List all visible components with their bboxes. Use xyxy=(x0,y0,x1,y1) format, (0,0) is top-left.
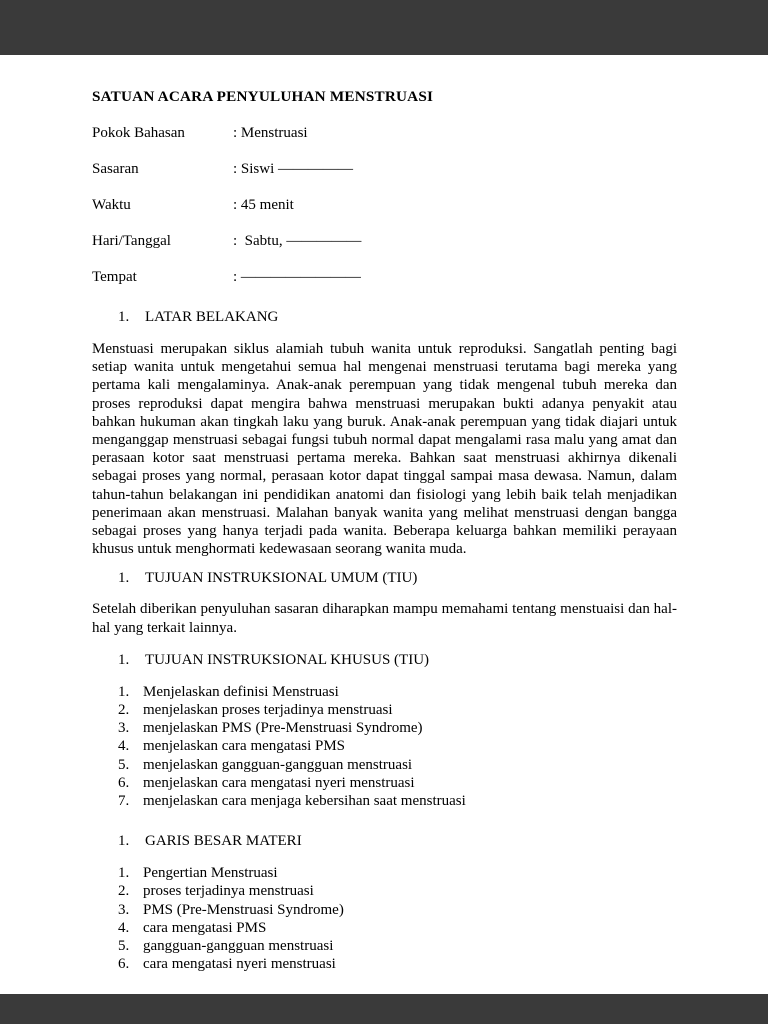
meta-row-waktu xyxy=(92,178,677,214)
document-page xyxy=(92,88,677,973)
meta-label: Tempat xyxy=(92,268,137,285)
bottom-letterbox-bar xyxy=(0,994,768,1024)
list-item-number: 5. xyxy=(118,938,130,955)
meta-block xyxy=(92,106,677,286)
list-item-text: Pengertian Menstruasi xyxy=(143,865,278,882)
meta-value: : Siswi ————— xyxy=(233,160,354,177)
heading-text: TUJUAN INSTRUKSIONAL KHUSUS (TIU) xyxy=(145,651,430,668)
list-item-text: PMS (Pre-Menstruasi Syndrome) xyxy=(143,901,344,918)
list-item-number: 1. xyxy=(118,683,130,700)
list-item xyxy=(92,937,677,955)
heading-number: 1. xyxy=(118,651,130,668)
section-heading-tiu xyxy=(92,569,677,588)
paragraph-latar-belakang: Menstuasi merupakan siklus alamiah tubuh wanita untuk reproduksi. Sangatlah penting bagi setiap wanita untuk mengetahui semua hal mengenai menstruasi terutama bagi mereka yang pertama kali mengalaminya. Anak-anak perempuan yang tidak mengenal tubuh mereka dan proses reproduksi dapat mengira bahwa menstruasi merupakan bukti adanya penyakit atau bahkan hukuman akan tingkah laku yang buruk. Anak-anak perempuan yang tidak diajari untuk menganggap menstruasi sebagai fungsi tubuh normal dapat mengalami rasa malu yang amat dan perasaan kotor saat menstruasi pertama mereka. Bahkan saat menstruasi akhirnya dikenali sebagai proses yang normal, perasaan kotor dapat tinggal sampai masa dewasa. Namun, dalam tahun-tahun belakangan ini pendidikan anatomi dan fisiologi yang lebih baik telah menjadikan penerimaan akan menstruasi. Malahan banyak wanita yang melihat menstruasi dengan bangga sebagai proses yang hanya terjadi pada wanita. Beberapa keluarga bahkan memiliki perayaan khusus untuk menghormati kedewasaan seorang wanita muda. xyxy=(92,341,677,558)
document-title: SATUAN ACARA PENYULUHAN MENSTRUASI xyxy=(92,88,434,105)
heading-number: 1. xyxy=(118,833,130,850)
list-item xyxy=(92,756,677,774)
list-item xyxy=(92,882,677,900)
meta-label: Sasaran xyxy=(92,160,139,177)
list-item xyxy=(92,737,677,755)
list-item xyxy=(92,955,677,973)
heading-number: 1. xyxy=(118,309,130,325)
list-item-number: 6. xyxy=(118,956,130,973)
list-item-number: 1. xyxy=(118,865,130,882)
list-tik xyxy=(92,683,677,810)
meta-value: : ———————— xyxy=(233,268,361,285)
meta-value: : Sabtu, ————— xyxy=(233,232,362,249)
list-item-text: Menjelaskan definisi Menstruasi xyxy=(143,683,339,700)
list-item xyxy=(92,774,677,792)
list-garis-besar xyxy=(92,864,677,973)
list-item-number: 4. xyxy=(118,738,130,755)
list-item-text: menjelaskan cara menjaga kebersihan saat menstruasi xyxy=(143,793,466,810)
heading-number: 1. xyxy=(118,570,130,587)
meta-value: : Menstruasi xyxy=(233,124,308,141)
top-letterbox-bar xyxy=(0,0,768,55)
section-heading-tik xyxy=(92,651,677,670)
list-item-number: 3. xyxy=(118,901,130,918)
list-item-text: menjelaskan PMS (Pre-Menstruasi Syndrome) xyxy=(143,720,423,737)
list-item-text: menjelaskan proses terjadinya menstruasi xyxy=(143,702,393,719)
list-item xyxy=(92,683,677,701)
paragraph-tiu: Setelah diberikan penyuluhan sasaran diharapkan mampu memahami tentang menstuaisi dan hal-hal yang terkait lainnya. xyxy=(92,601,677,636)
list-item xyxy=(92,864,677,882)
section-heading-latar-belakang xyxy=(92,308,677,327)
heading-text: GARIS BESAR MATERI xyxy=(145,833,302,850)
list-item-text: gangguan-gangguan menstruasi xyxy=(143,938,334,955)
meta-label: Pokok Bahasan xyxy=(92,124,185,141)
list-item-text: cara mengatasi nyeri menstruasi xyxy=(143,956,336,973)
list-item-number: 5. xyxy=(118,756,130,773)
section-heading-garis-besar xyxy=(92,832,677,851)
list-item-text: proses terjadinya menstruasi xyxy=(143,883,314,900)
list-item-number: 4. xyxy=(118,919,130,936)
list-item-text: menjelaskan cara mengatasi PMS xyxy=(143,738,346,755)
list-item-number: 2. xyxy=(118,702,130,719)
meta-row-tempat xyxy=(92,250,677,286)
heading-text: TUJUAN INSTRUKSIONAL UMUM (TIU) xyxy=(145,570,418,587)
list-item-number: 3. xyxy=(118,720,130,737)
heading-text: LATAR BELAKANG xyxy=(145,309,279,325)
meta-label: Hari/Tanggal xyxy=(92,232,171,249)
meta-row-pokok-bahasan xyxy=(92,106,677,142)
list-item xyxy=(92,719,677,737)
meta-row-hari-tanggal xyxy=(92,214,677,250)
list-item xyxy=(92,901,677,919)
list-item-number: 7. xyxy=(118,793,130,810)
list-item-text: cara mengatasi PMS xyxy=(143,919,267,936)
list-item-text: menjelaskan cara mengatasi nyeri menstruasi xyxy=(143,774,415,791)
list-item xyxy=(92,792,677,810)
meta-label: Waktu xyxy=(92,196,131,213)
list-item xyxy=(92,919,677,937)
list-item-number: 2. xyxy=(118,883,130,900)
list-item-number: 6. xyxy=(118,774,130,791)
meta-row-sasaran xyxy=(92,142,677,178)
meta-value: : 45 menit xyxy=(233,196,294,213)
list-item xyxy=(92,701,677,719)
list-item-text: menjelaskan gangguan-gangguan menstruasi xyxy=(143,756,413,773)
